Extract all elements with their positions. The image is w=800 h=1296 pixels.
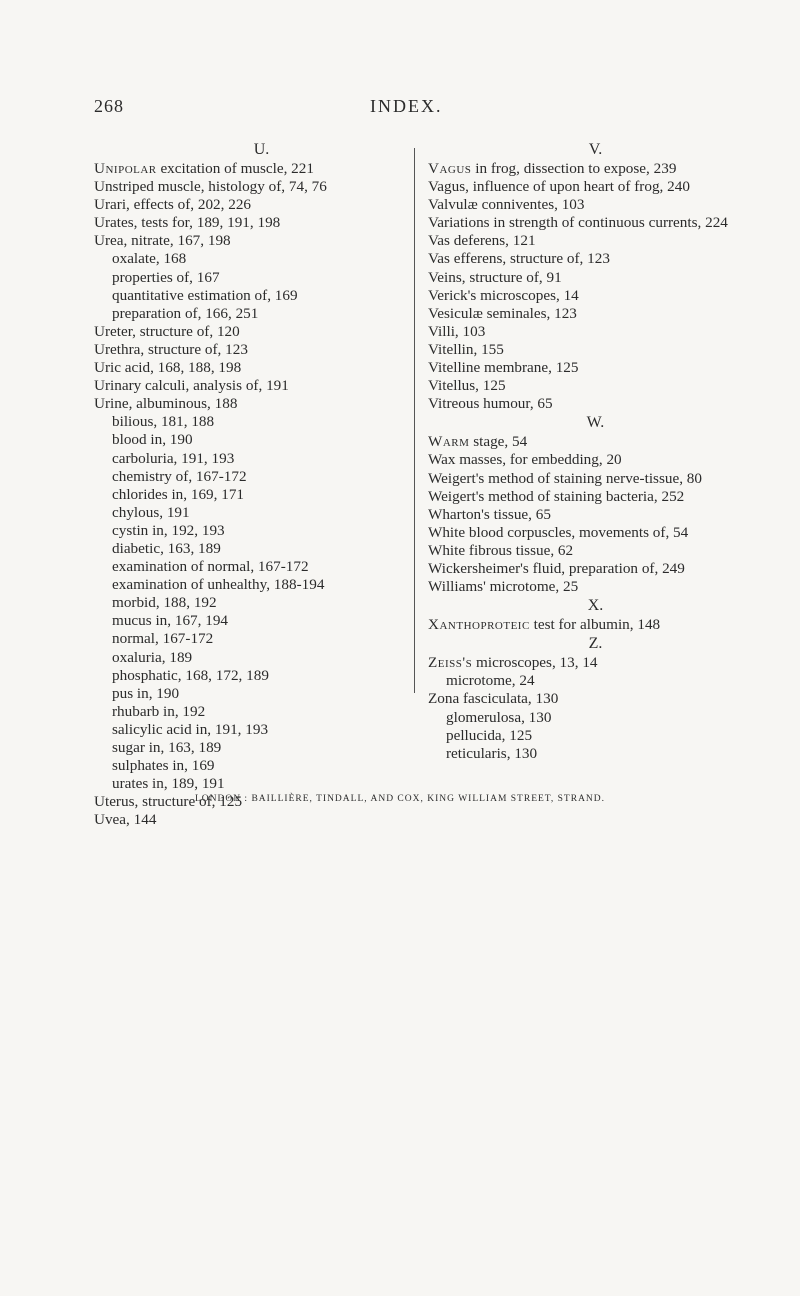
index-subentry	[94, 486, 429, 504]
index-entry	[94, 395, 429, 413]
entry-text: morbid, 188, 192	[112, 594, 217, 612]
entry-text: rhubarb in, 192	[112, 702, 206, 720]
index-subentry	[428, 709, 763, 727]
entry-text: Urari, effects of, 202, 226	[94, 196, 252, 214]
index-entry	[428, 451, 763, 469]
index-entry	[94, 359, 429, 377]
entry-text: test for albumin, 148	[529, 616, 661, 634]
index-column-left	[94, 140, 429, 829]
index-entry	[428, 616, 763, 634]
index-column-right	[428, 140, 763, 763]
entry-text: Unstriped muscle, histology of, 74, 76	[94, 178, 327, 196]
index-subentry	[94, 522, 429, 540]
index-entry	[94, 178, 429, 196]
section-heading: U.	[253, 141, 270, 158]
entry-text: Weigert's method of staining nerve-tissue, 80	[428, 469, 702, 487]
index-subentry	[94, 558, 429, 576]
entry-text: pus in, 190	[112, 684, 180, 702]
entry-text: oxaluria, 189	[112, 648, 193, 666]
entry-text: chemistry of, 167-172	[112, 467, 247, 485]
entry-text: pellucida, 125	[446, 726, 533, 744]
entry-lead-word: Unipolar	[94, 160, 157, 177]
index-entry	[94, 160, 429, 178]
index-entry	[428, 433, 763, 451]
entry-text: sugar in, 163, 189	[112, 739, 222, 756]
entry-text: Veins, structure of, 91	[428, 268, 562, 286]
entry-text: chlorides in, 169, 171	[112, 485, 245, 503]
index-entry	[428, 160, 763, 178]
index-subentry	[94, 431, 429, 449]
index-entry	[428, 395, 763, 413]
entry-text: glomerulosa, 130	[446, 708, 552, 726]
entry-text: examination of unhealthy, 188-194	[112, 576, 325, 594]
entry-text: bilious, 181, 188	[112, 413, 215, 431]
entry-text: normal, 167-172	[112, 630, 214, 648]
entry-text: Williams' microtome, 25	[428, 578, 579, 596]
entry-text: Ureter, structure of, 120	[94, 322, 240, 340]
section-heading: Z.	[588, 635, 603, 653]
index-entry	[94, 214, 429, 232]
entry-text: Uvea, 144	[94, 811, 157, 829]
section-heading: X.	[587, 597, 604, 615]
index-subentry	[94, 667, 429, 685]
entry-text: Urates, tests for, 189, 191, 198	[94, 214, 281, 232]
index-subentry	[94, 685, 429, 703]
entry-text: Wharton's tissue, 65	[428, 505, 551, 523]
entry-text: White fibrous tissue, 62	[428, 541, 574, 559]
index-entry	[428, 305, 763, 323]
entry-text: Urethra, structure of, 123	[94, 340, 248, 358]
index-entry	[94, 811, 429, 829]
entry-text: Verick's microscopes, 14	[428, 286, 579, 304]
index-entry	[428, 578, 763, 596]
entry-text: chylous, 191	[112, 503, 190, 521]
entry-text: salicylic acid in, 191, 193	[112, 720, 269, 738]
index-entry	[428, 377, 763, 395]
entry-text: cystin in, 192, 193	[112, 521, 225, 539]
index-entry	[428, 524, 763, 542]
entry-text: microtome, 24	[446, 672, 535, 690]
index-entry	[428, 341, 763, 359]
entry-text: Vesiculæ seminales, 123	[428, 304, 577, 322]
index-entry	[428, 214, 763, 232]
index-entry	[94, 232, 429, 250]
index-entry	[94, 323, 429, 341]
entry-text: reticularis, 130	[446, 744, 538, 762]
page-header	[0, 96, 800, 116]
entry-text: Zona fasciculata, 130	[428, 690, 559, 708]
index-entry	[428, 488, 763, 506]
index-subentry	[94, 630, 429, 648]
section-heading: V.	[588, 141, 603, 158]
running-title: INDEX.	[370, 96, 443, 116]
entry-text: Villi, 103	[428, 322, 486, 340]
index-subentry	[94, 450, 429, 468]
index-subentry	[94, 775, 429, 793]
entry-lead-word: Vagus	[428, 160, 472, 177]
entry-text: Wax masses, for embedding, 20	[428, 451, 622, 469]
entry-text: preparation of, 166, 251	[112, 304, 259, 322]
index-entry	[428, 287, 763, 305]
index-subentry	[94, 413, 429, 431]
index-entry	[428, 359, 763, 377]
index-subentry	[94, 649, 429, 667]
index-subentry	[94, 250, 429, 268]
entry-text: Vas efferens, structure of, 123	[428, 250, 610, 268]
index-entry	[428, 323, 763, 341]
index-entry	[428, 178, 763, 196]
entry-text: Uterus, structure of, 125	[94, 793, 243, 811]
index-entry	[428, 560, 763, 578]
entry-text: Valvulæ conniventes, 103	[428, 196, 585, 214]
entry-text: Urea, nitrate, 167, 198	[94, 232, 231, 250]
index-subentry	[94, 504, 429, 522]
entry-text: White blood corpuscles, movements of, 54	[428, 523, 689, 541]
index-subentry	[94, 305, 429, 323]
entry-text: sulphates in, 169	[112, 757, 215, 775]
entry-text: examination of normal, 167-172	[112, 558, 309, 576]
entry-lead-word: Xanthoproteic	[428, 616, 530, 634]
index-subentry	[94, 594, 429, 612]
entry-lead-word: Warm	[428, 433, 470, 451]
entry-text: Urinary calculi, analysis of, 191	[94, 377, 289, 395]
index-entry	[428, 232, 763, 250]
entry-text: urates in, 189, 191	[112, 775, 225, 793]
page-number: 268	[94, 96, 124, 116]
entry-text: carboluria, 191, 193	[112, 449, 235, 467]
index-subentry	[94, 703, 429, 721]
index-subentry	[94, 757, 429, 775]
entry-text: Vitreous humour, 65	[428, 395, 553, 413]
entry-text: Uric acid, 168, 188, 198	[94, 359, 242, 377]
entry-text: Weigert's method of staining bacteria, 252	[428, 487, 685, 505]
entry-text: Urine, albuminous, 188	[94, 395, 238, 413]
imprint-footer: LONDON : BAILLIÈRE, TINDALL, AND COX, KING WILLIAM STREET, STRAND.	[194, 794, 606, 804]
entry-text: excitation of muscle, 221	[156, 160, 314, 177]
entry-lead-word: Zeiss's	[428, 654, 473, 672]
index-subentry	[94, 739, 429, 757]
section-heading: W.	[586, 414, 605, 432]
entry-text: Vitellus, 125	[428, 377, 506, 395]
index-entry	[428, 542, 763, 560]
index-entry	[428, 690, 763, 708]
entry-text: Wickersheimer's fluid, preparation of, 249	[428, 559, 685, 577]
entry-text: properties of, 167	[112, 268, 220, 286]
entry-text: quantitative estimation of, 169	[112, 286, 298, 304]
entry-text: blood in, 190	[112, 431, 193, 449]
index-entry	[428, 654, 763, 672]
index-entry	[428, 196, 763, 214]
column-divider	[414, 148, 415, 693]
entry-text: phosphatic, 168, 172, 189	[112, 666, 269, 684]
index-subentry	[428, 672, 763, 690]
index-entry	[94, 341, 429, 359]
entry-text: mucus in, 167, 194	[112, 612, 229, 630]
index-subentry	[94, 576, 429, 594]
index-entry	[94, 377, 429, 395]
entry-text: stage, 54	[469, 433, 528, 451]
entry-text: oxalate, 168	[112, 250, 187, 268]
index-subentry	[94, 540, 429, 558]
index-entry	[428, 470, 763, 488]
entry-text: diabetic, 163, 189	[112, 539, 221, 557]
index-subentry	[94, 287, 429, 305]
index-entry	[428, 269, 763, 287]
index-subentry	[428, 727, 763, 745]
index-entry	[94, 196, 429, 214]
entry-text: in frog, dissection to expose, 239	[471, 160, 677, 177]
index-subentry	[94, 721, 429, 739]
index-entry	[428, 250, 763, 268]
index-subentry	[94, 269, 429, 287]
entry-text: Vagus, influence of upon heart of frog, 240	[428, 178, 690, 196]
index-subentry	[428, 745, 763, 763]
index-subentry	[94, 612, 429, 630]
entry-text: Vitellin, 155	[428, 340, 504, 358]
entry-text: Vitelline membrane, 125	[428, 359, 579, 377]
entry-text: Vas deferens, 121	[428, 232, 536, 250]
entry-text: microscopes, 13, 14	[472, 654, 598, 672]
index-entry	[428, 506, 763, 524]
index-subentry	[94, 468, 429, 486]
entry-text: Variations in strength of continuous currents, 224	[428, 214, 728, 232]
